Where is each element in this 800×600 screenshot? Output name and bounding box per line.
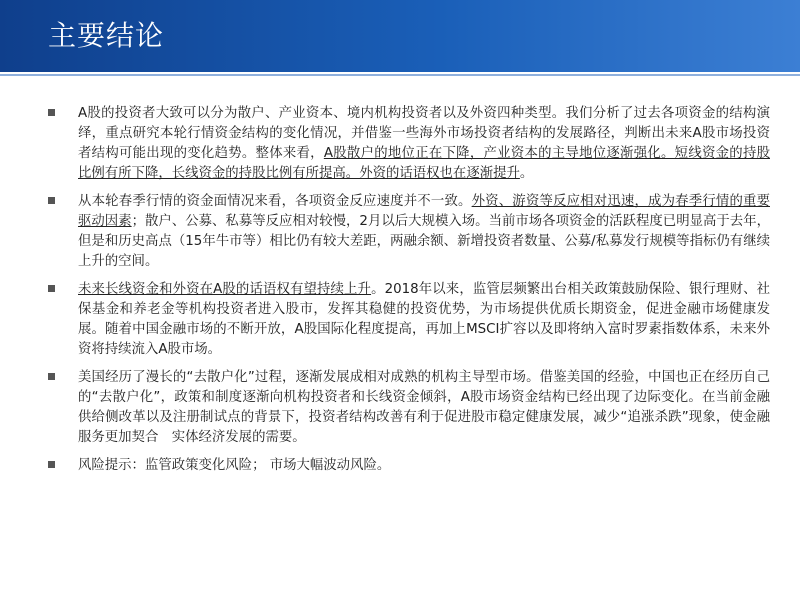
title-bar xyxy=(0,0,800,72)
square-bullet-icon xyxy=(48,461,55,468)
conclusion-list xyxy=(48,104,770,484)
text-segment: A股的投资者大致可以分为散户、产业资本、境内机构投资者以及外资四种类型。我们分析了过去各项资金的结构演绎，重点研究本轮行情资金结构的变化情况，并借鉴一些海外市场投资者结构的发展路径，判断出未来A股市场投资者结构可能出现的变化趋势。整体来看， xyxy=(78,106,770,161)
underlined-segment: A股散户的地位正在下降，产业资本的主导地位逐渐强化。短线资金的持股比例有所下降，长线资金的持股比例有所提高。外资的话语权也在逐渐提升 xyxy=(78,146,770,181)
bullet-item-long-term-capital xyxy=(48,280,770,360)
underlined-segment: 未来长线资金和外资在A股的话语权有望持续上升 xyxy=(78,282,372,297)
bullet-text xyxy=(78,104,770,184)
bullet-item-investor-structure xyxy=(48,104,770,184)
text-segment: 。 xyxy=(519,166,534,181)
text-segment: 美国经历了漫长的“去散户化”过程，逐渐发展成相对成熟的机构主导型市场。借鉴美国的经验，中国也正在经历自己的“去散户化”，政策和制度逐渐向机构投资者和长线资金倾斜，A股市场资金结构已经出现了边际变化。在当前金融供给侧改革以及注册制试点的背景下，投资者结构改善有利于促进股市稳定健康发展，减少“追涨杀跌”现象，使金融服务更加契合 实体经济发展的需要。 xyxy=(78,370,770,445)
square-bullet-icon xyxy=(48,373,55,380)
title-divider xyxy=(0,74,800,76)
bullet-item-risk-warning xyxy=(48,456,770,476)
bullet-text xyxy=(78,456,770,476)
underlined-segment: 外资、游资等反应相对迅速，成为春季行情的重要驱动因素 xyxy=(78,194,770,229)
bullet-text xyxy=(78,192,770,272)
text-segment: 。2018年以来，监管层频繁出台相关政策鼓励保险、银行理财、社保基金和养老金等机构投资者进入股市，发挥其稳健的投资优势，为市场提供优质长期资金，促进金融市场健康发展。随着中国金融市场的不断开放，A股国际化程度提高，再加上MSCI扩容以及即将纳入富时罗素指数体系，未来外资将持续流入A股市场。 xyxy=(78,282,770,357)
square-bullet-icon xyxy=(48,109,55,116)
text-segment: 风险提示：监管政策变化风险； 市场大幅波动风险。 xyxy=(78,458,391,473)
bullet-item-us-experience xyxy=(48,368,770,448)
square-bullet-icon xyxy=(48,197,55,204)
text-segment: 从本轮春季行情的资金面情况来看，各项资金反应速度并不一致。 xyxy=(78,194,472,209)
bullet-item-spring-rally xyxy=(48,192,770,272)
square-bullet-icon xyxy=(48,285,55,292)
page-title: 主要结论 xyxy=(48,19,165,52)
bullet-text xyxy=(78,280,770,360)
text-segment: ；散户、公募、私募等反应相对较慢，2月以后大规模入场。当前市场各项资金的活跃程度已明显高于去年，但是和历史高点（15年牛市等）相比仍有较大差距，两融余额、新增投资者数量、公募/私募发行规模等指标仍有继续上升的空间。 xyxy=(78,214,770,269)
bullet-text xyxy=(78,368,770,448)
